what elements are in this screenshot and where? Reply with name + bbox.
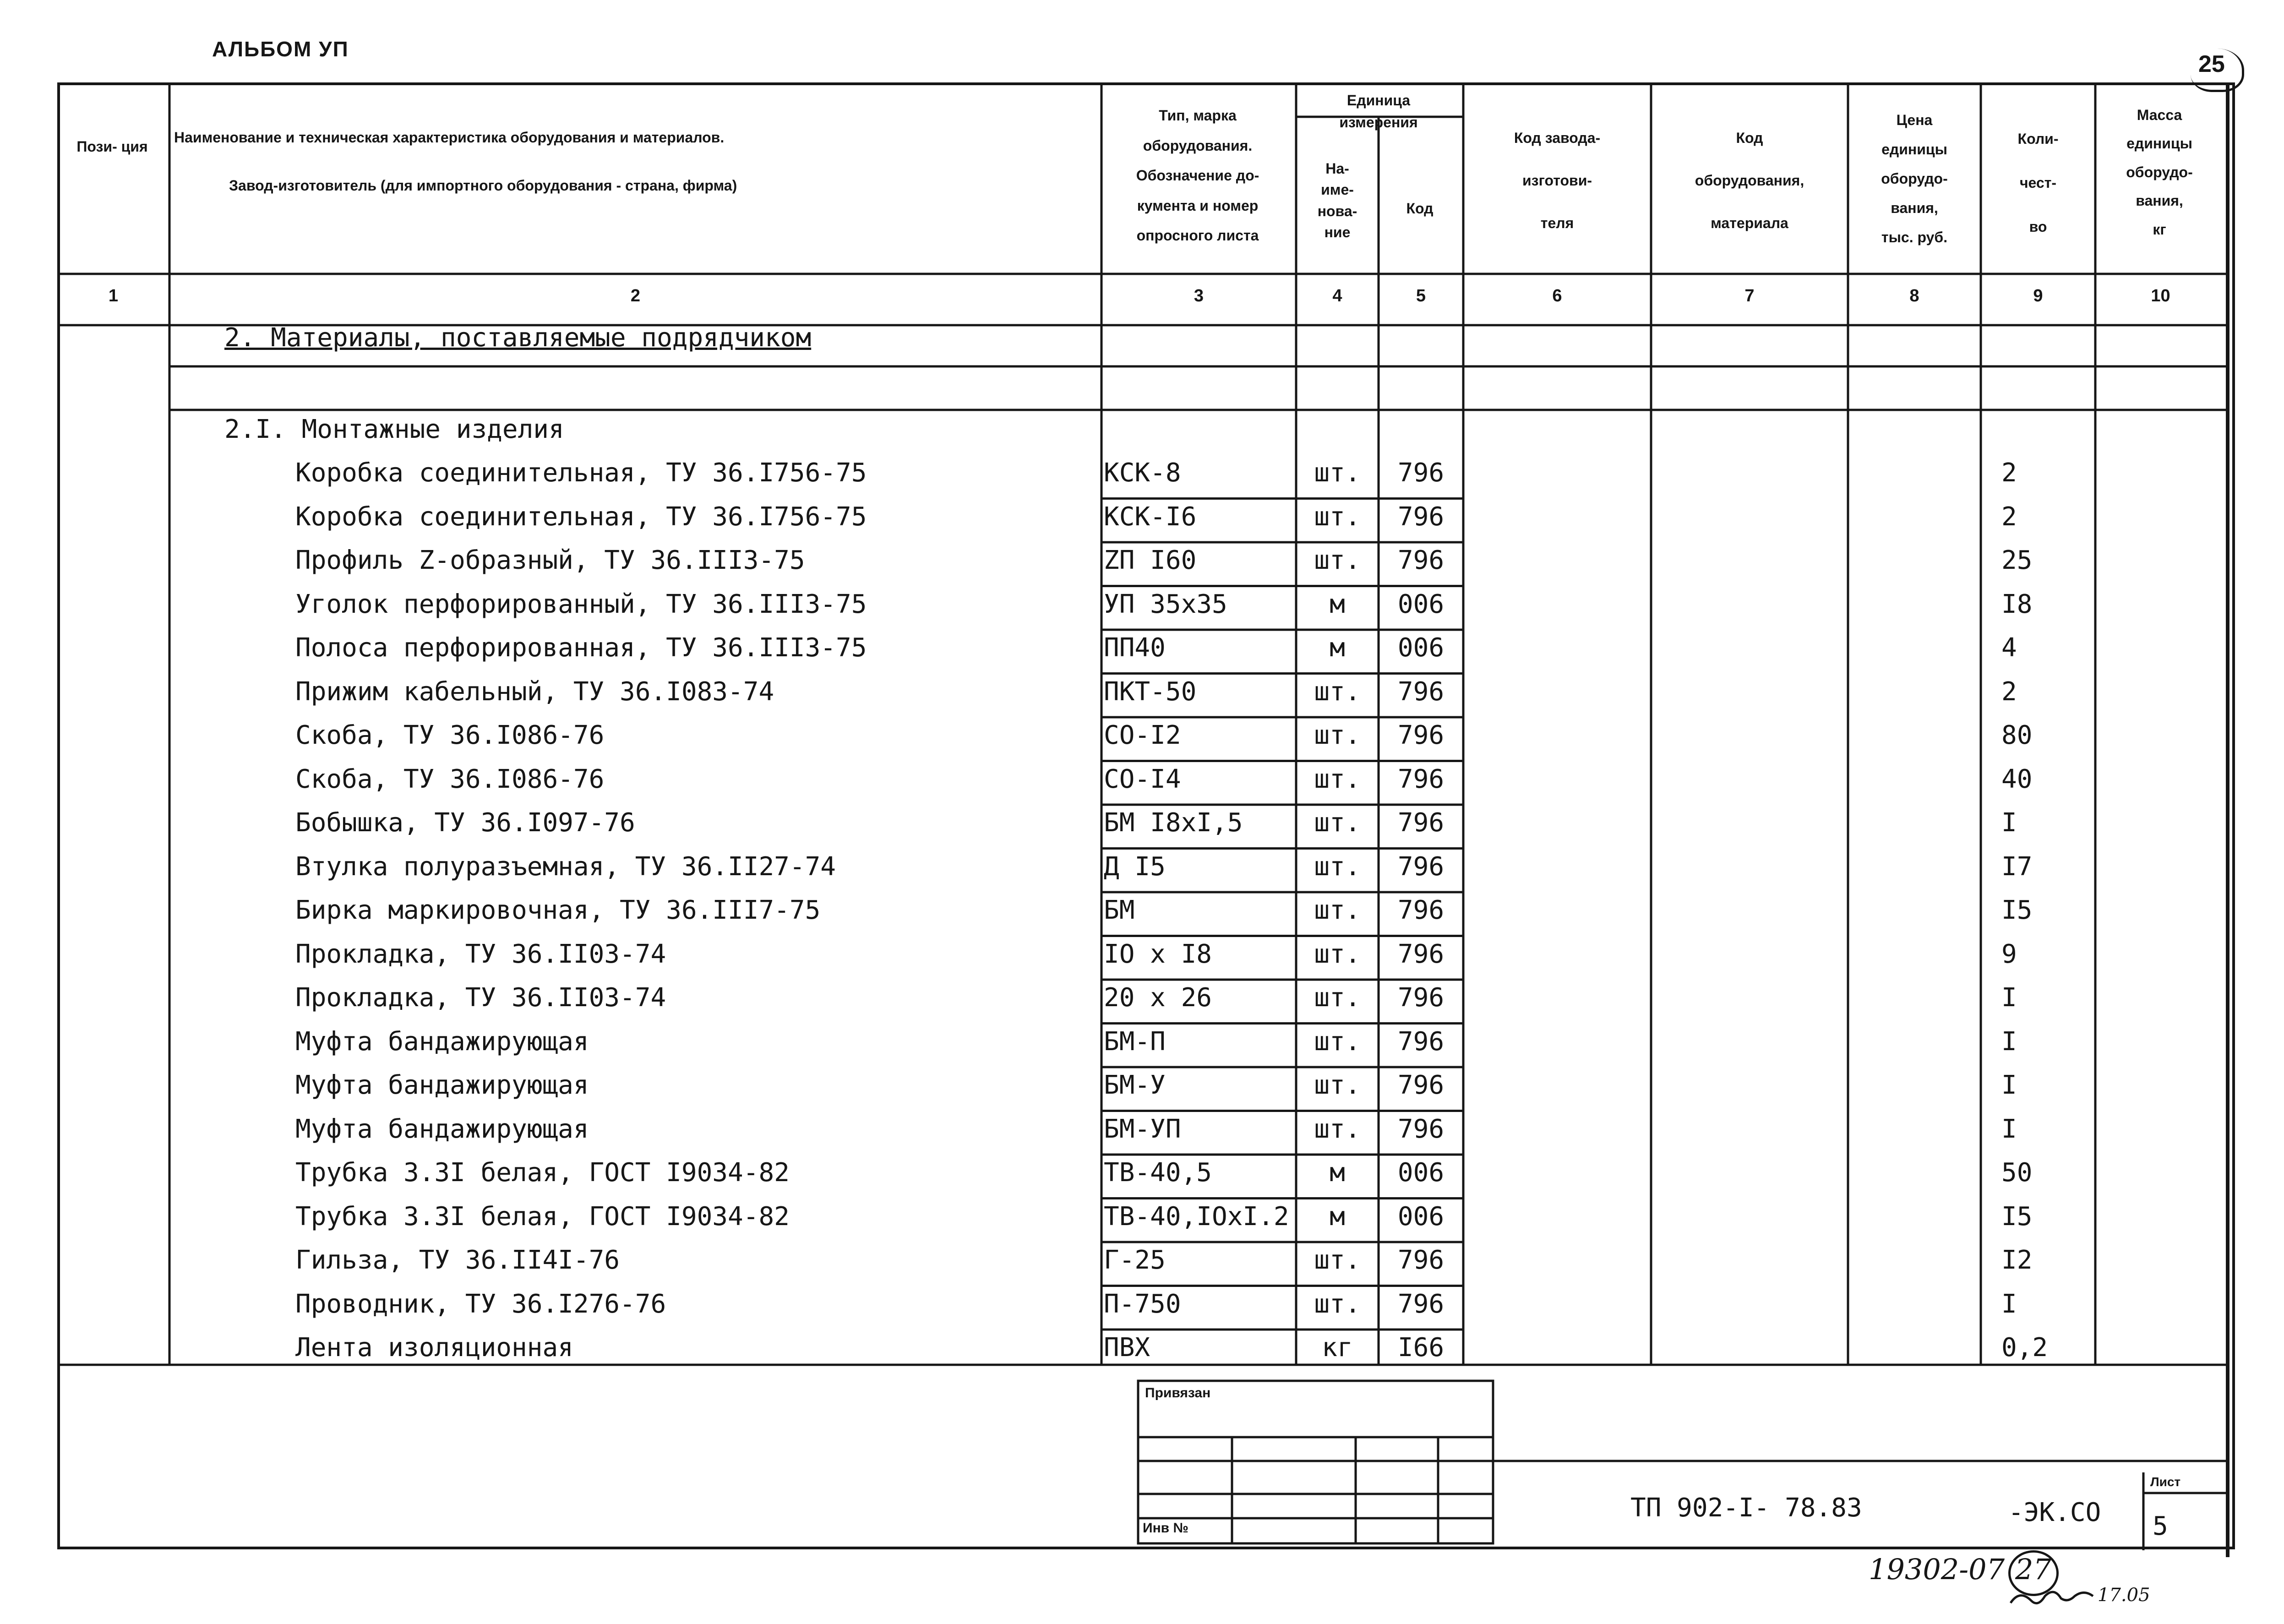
row-quantity: I5 xyxy=(2001,1201,2033,1232)
row-type: Д I5 xyxy=(1104,851,1166,882)
column-number: 2 xyxy=(630,286,641,305)
row-type: БМ-У xyxy=(1104,1070,1166,1100)
row-quantity: 80 xyxy=(2001,720,2033,750)
page-number: 25 xyxy=(2198,51,2225,77)
row-unit-code: 796 xyxy=(1397,764,1445,794)
row-unit: шт. xyxy=(1314,808,1361,838)
row-name: Коробка соединительная, ТУ 36.I756-75 xyxy=(295,458,867,488)
row-unit: м xyxy=(1330,1158,1345,1188)
row-quantity: 9 xyxy=(2001,939,2017,969)
row-unit: шт. xyxy=(1314,939,1361,969)
row-unit: шт. xyxy=(1314,851,1361,882)
section-title: 2. Материалы, поставляемые подрядчиком xyxy=(224,323,812,353)
stamp-document-number: ТП 902-I- 78.83 xyxy=(1630,1493,1862,1523)
row-unit-code: 796 xyxy=(1397,808,1445,838)
header-price: Цена единицы оборудо- вания, тыс. руб. xyxy=(1881,112,1948,245)
row-unit-code: 796 xyxy=(1397,1245,1445,1275)
row-type: ZП I60 xyxy=(1104,545,1197,575)
row-name: Скоба, ТУ 36.I086-76 xyxy=(295,764,605,794)
row-unit-code: 796 xyxy=(1397,983,1445,1013)
column-number: 9 xyxy=(2033,286,2043,305)
row-type: КСК-I6 xyxy=(1104,501,1197,532)
row-unit-code: 796 xyxy=(1397,501,1445,532)
row-quantity: I2 xyxy=(2001,1245,2033,1275)
row-quantity: 4 xyxy=(2001,633,2017,663)
row-unit: м xyxy=(1330,589,1345,619)
header-position: Пози- ция xyxy=(76,138,148,155)
row-name: Втулка полуразъемная, ТУ 36.II27-74 xyxy=(295,851,836,882)
row-name: Уголок перфорированный, ТУ 36.III3-75 xyxy=(295,589,867,619)
album-label: АЛЬБОМ УП xyxy=(212,37,349,61)
row-unit: шт. xyxy=(1314,545,1361,575)
row-unit-code: 006 xyxy=(1397,1201,1445,1232)
row-name: Бирка маркировочная, ТУ 36.III7-75 xyxy=(295,895,821,925)
row-unit: м xyxy=(1330,1201,1345,1232)
column-number: 5 xyxy=(1416,286,1426,305)
row-unit: шт. xyxy=(1314,895,1361,925)
row-unit-code: 796 xyxy=(1397,676,1445,707)
header-unit-code: Код xyxy=(1406,200,1434,217)
row-name: Профиль Z-образный, ТУ 36.III3-75 xyxy=(295,545,805,575)
row-name: Скоба, ТУ 36.I086-76 xyxy=(295,720,605,750)
row-name: Лента изоляционная xyxy=(295,1333,573,1362)
row-type: БМ-П xyxy=(1104,1026,1166,1057)
header-name-line2: Завод-изготовитель (для импортного оборудования - страна, фирма) xyxy=(229,177,737,194)
header-name-line1: Наименование и техническая характеристика оборудования и материалов. xyxy=(174,129,725,146)
row-unit: шт. xyxy=(1314,764,1361,794)
row-name: Гильза, ТУ 36.II4I-76 xyxy=(295,1245,620,1275)
row-quantity: 25 xyxy=(2001,545,2033,575)
row-quantity: 2 xyxy=(2001,501,2017,532)
row-unit-code: 006 xyxy=(1397,1158,1445,1188)
row-unit-code: 796 xyxy=(1397,1114,1445,1144)
header-type: Тип, марка оборудования. Обозначение до- кумента и номер опросного листа xyxy=(1136,107,1259,244)
row-unit-code: 006 xyxy=(1397,589,1445,619)
row-unit: кг xyxy=(1322,1333,1353,1362)
row-quantity: I5 xyxy=(2001,895,2033,925)
column-number: 1 xyxy=(108,286,119,305)
row-quantity: 40 xyxy=(2001,764,2033,794)
row-name: Прижим кабельный, ТУ 36.I083-74 xyxy=(295,676,774,707)
row-name: Полоса перфорированная, ТУ 36.III3-75 xyxy=(295,633,867,663)
row-type: ПП40 xyxy=(1104,633,1166,663)
row-unit: шт. xyxy=(1314,458,1361,488)
row-unit: шт. xyxy=(1314,1245,1361,1275)
row-type: ТВ-40,5 xyxy=(1104,1158,1212,1188)
row-type: БМ xyxy=(1104,895,1135,925)
row-unit-code: I66 xyxy=(1397,1333,1445,1362)
stamp-sheet-label: Лист xyxy=(2150,1475,2181,1489)
header-unit-group: Единица измерения xyxy=(1339,92,1418,131)
row-type: ТВ-40,IOхI.2 xyxy=(1104,1201,1289,1232)
row-type: П-750 xyxy=(1104,1289,1181,1319)
column-number: 7 xyxy=(1744,286,1755,305)
row-quantity: 2 xyxy=(2001,676,2017,707)
header-material-code: Код оборудования, материала xyxy=(1695,130,1804,231)
row-type: СО-I4 xyxy=(1104,764,1181,794)
row-name: Трубка 3.3I белая, ГОСТ I9034-82 xyxy=(295,1158,790,1188)
row-name: Прокладка, ТУ 36.II03-74 xyxy=(295,939,666,969)
row-unit: шт. xyxy=(1314,676,1361,707)
row-unit-code: 796 xyxy=(1397,720,1445,750)
row-unit-code: 796 xyxy=(1397,939,1445,969)
row-quantity: 0,2 xyxy=(2001,1333,2048,1362)
column-number: 6 xyxy=(1552,286,1562,305)
row-quantity: 2 xyxy=(2001,458,2017,488)
row-quantity: I xyxy=(2001,808,2017,838)
row-unit-code: 796 xyxy=(1397,1026,1445,1057)
row-unit-code: 796 xyxy=(1397,1070,1445,1100)
row-name: Трубка 3.3I белая, ГОСТ I9034-82 xyxy=(295,1201,790,1232)
row-quantity: I xyxy=(2001,983,2017,1013)
row-name: Муфта бандажирующая xyxy=(295,1114,589,1144)
header-unit-name: На- име- нова- ние xyxy=(1317,160,1357,241)
handwritten-number: 19302-07 xyxy=(1869,1553,2005,1586)
row-type: БМ-УП xyxy=(1104,1114,1181,1144)
row-name: Муфта бандажирующая xyxy=(295,1026,589,1057)
stamp-privyazan: Привязан xyxy=(1145,1385,1211,1401)
row-type: IO х I8 xyxy=(1104,939,1212,969)
row-quantity: I7 xyxy=(2001,851,2033,882)
row-unit: м xyxy=(1330,633,1345,663)
row-type: ПВХ xyxy=(1104,1333,1150,1362)
row-type: КСК-8 xyxy=(1104,458,1181,488)
header-mass: Масса единицы оборудо- вания, кг xyxy=(2126,107,2193,238)
row-unit-code: 796 xyxy=(1397,545,1445,575)
row-type: ПКТ-50 xyxy=(1104,676,1197,707)
row-quantity: I8 xyxy=(2001,589,2033,619)
row-unit: шт. xyxy=(1314,983,1361,1013)
header-factory-code: Код завода- изготови- теля xyxy=(1514,130,1601,231)
subsection-title: 2.I. Монтажные изделия xyxy=(224,414,564,444)
row-unit-code: 796 xyxy=(1397,1289,1445,1319)
stamp-inventory-number: Инв № xyxy=(1143,1520,1188,1536)
row-type: 20 х 26 xyxy=(1104,983,1212,1013)
row-name: Прокладка, ТУ 36.II03-74 xyxy=(295,983,666,1013)
row-unit: шт. xyxy=(1314,1114,1361,1144)
row-quantity: I xyxy=(2001,1114,2017,1144)
stamp-sheet-number: 5 xyxy=(2153,1511,2168,1541)
row-quantity: I xyxy=(2001,1026,2017,1057)
row-name: Проводник, ТУ 36.I276-76 xyxy=(295,1289,666,1319)
column-number: 4 xyxy=(1332,286,1342,305)
stamp-document-suffix: -ЭК.СО xyxy=(2008,1498,2101,1527)
row-quantity: I xyxy=(2001,1289,2017,1319)
row-name: Бобышка, ТУ 36.I097-76 xyxy=(295,808,635,838)
row-name: Муфта бандажирующая xyxy=(295,1070,589,1100)
row-quantity: I xyxy=(2001,1070,2017,1100)
column-number: 3 xyxy=(1194,286,1204,305)
row-type: Г-25 xyxy=(1104,1245,1166,1275)
handwritten-date: 17.05 xyxy=(2098,1585,2150,1606)
row-unit: шт. xyxy=(1314,720,1361,750)
row-name: Коробка соединительная, ТУ 36.I756-75 xyxy=(295,501,867,532)
row-unit: шт. xyxy=(1314,1289,1361,1319)
row-type: БМ I8хI,5 xyxy=(1104,808,1243,838)
row-unit-code: 796 xyxy=(1397,851,1445,882)
row-unit: шт. xyxy=(1314,501,1361,532)
row-unit: шт. xyxy=(1314,1026,1361,1057)
row-type: СО-I2 xyxy=(1104,720,1181,750)
row-quantity: 50 xyxy=(2001,1158,2033,1188)
row-unit-code: 006 xyxy=(1397,633,1445,663)
row-unit-code: 796 xyxy=(1397,895,1445,925)
row-unit-code: 796 xyxy=(1397,458,1445,488)
column-number: 8 xyxy=(1909,286,1919,305)
header-quantity: Коли- чест- во xyxy=(2017,131,2059,235)
column-number: 10 xyxy=(2151,286,2170,305)
row-unit: шт. xyxy=(1314,1070,1361,1100)
handwritten-circled-number: 27 xyxy=(2015,1553,2051,1586)
row-type: УП 35х35 xyxy=(1104,589,1227,619)
